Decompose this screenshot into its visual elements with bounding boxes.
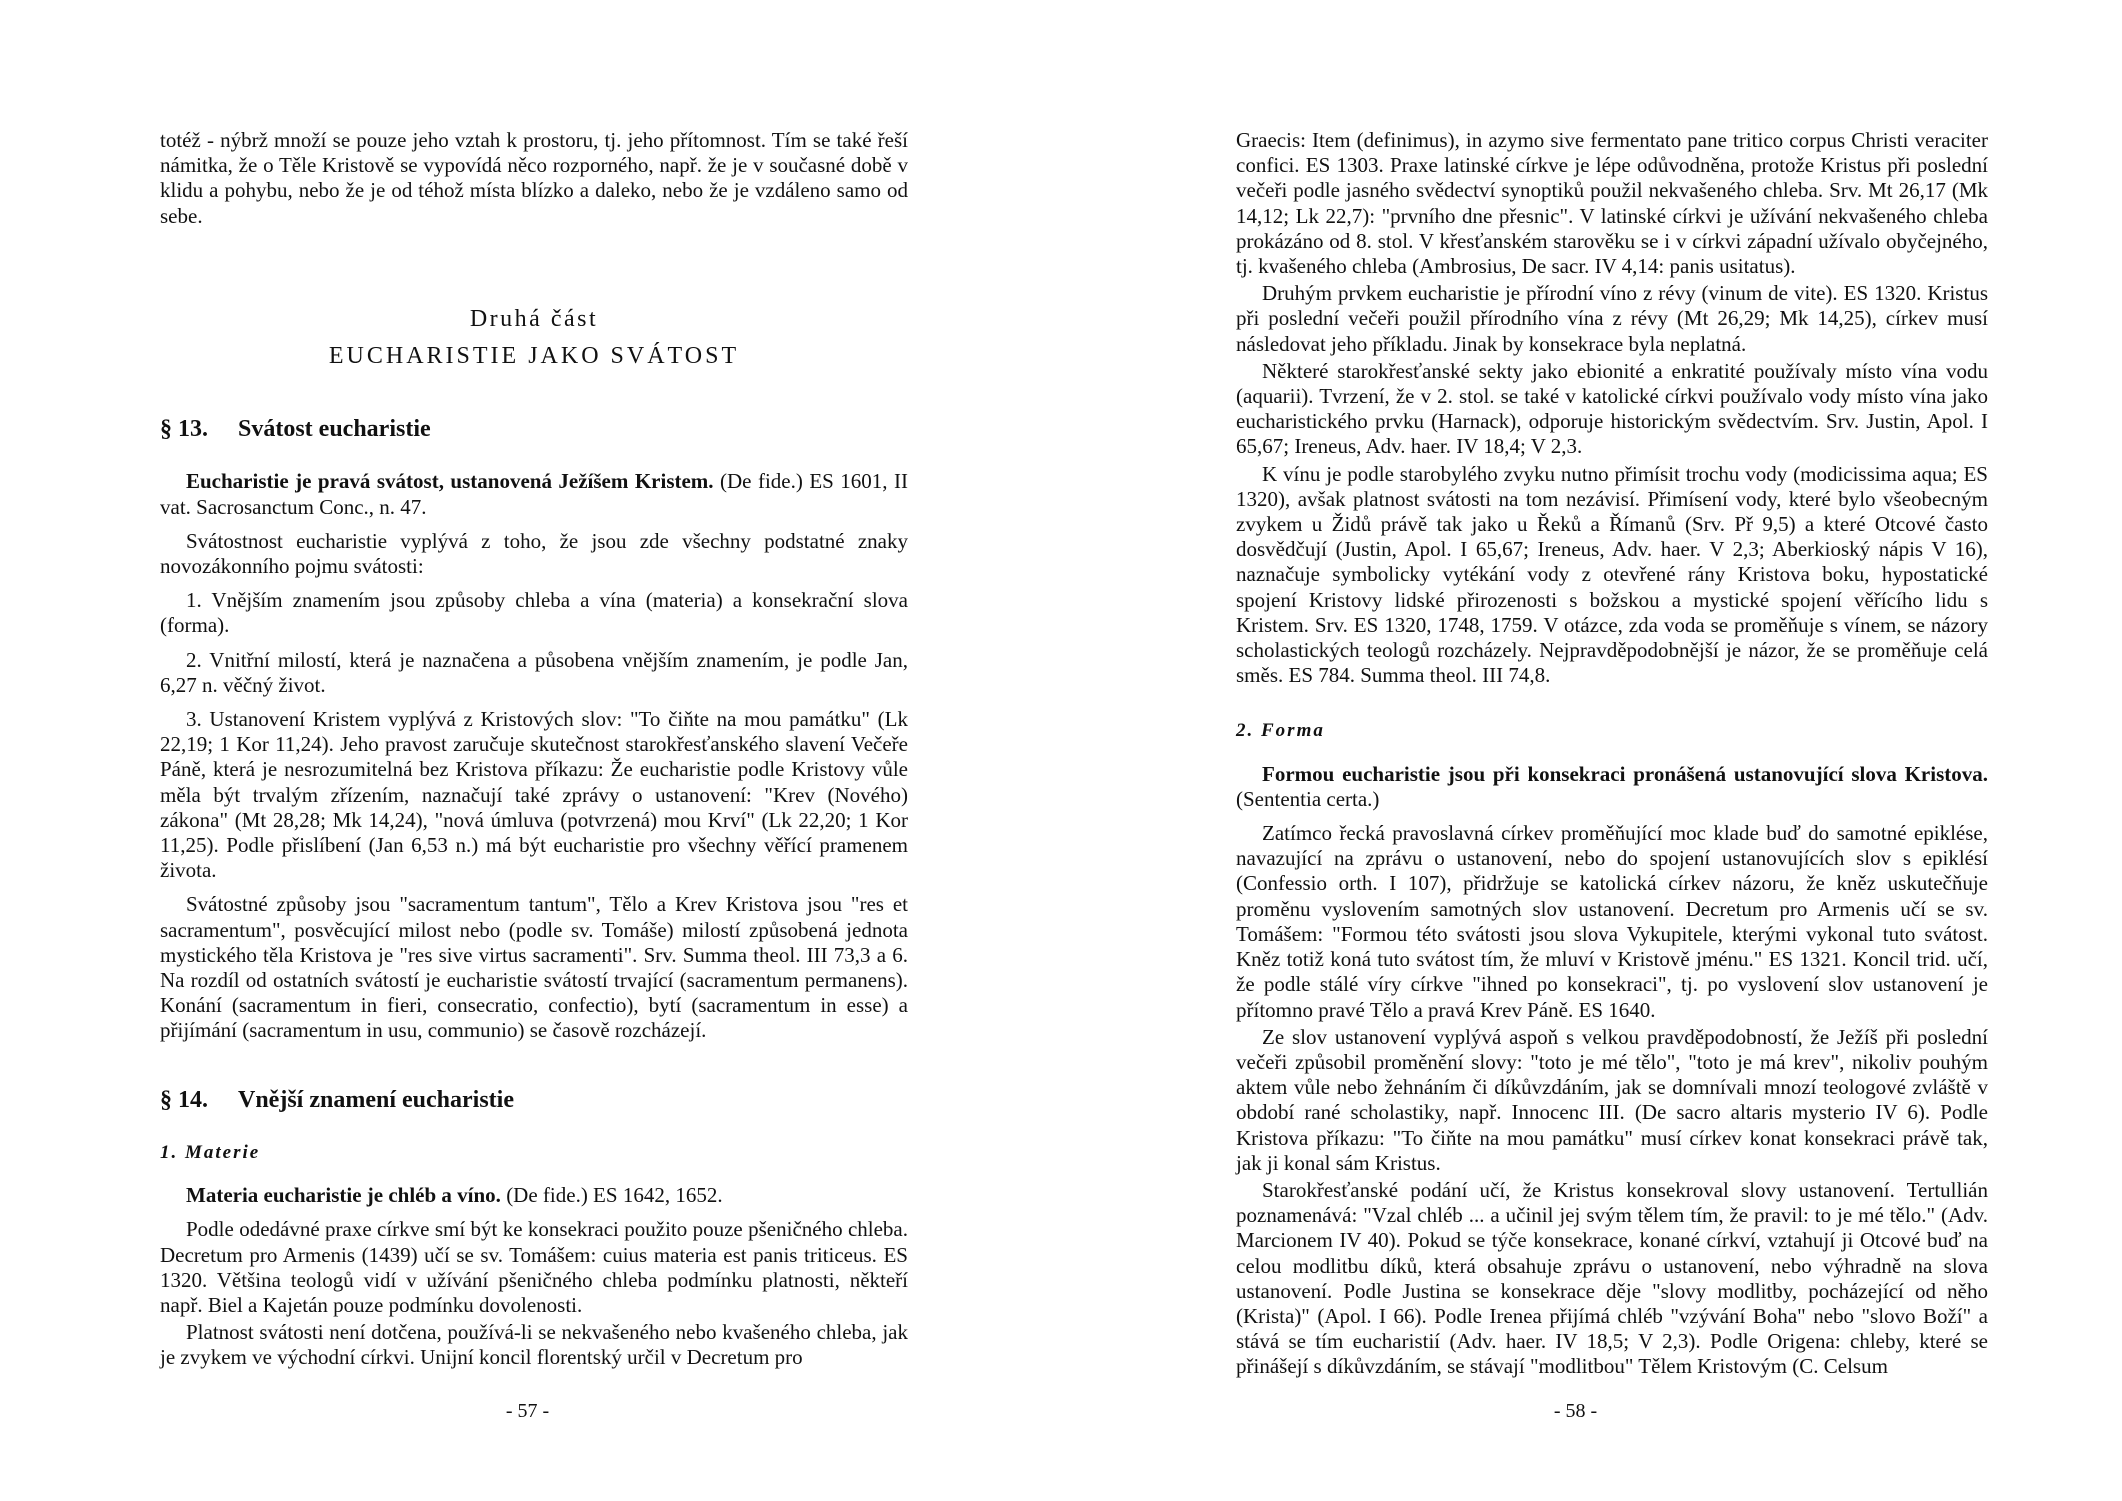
paragraph: Ze slov ustanovení vyplývá aspoň s velkou pravděpodobností, že Ježíš při poslední večeři způsobil proměnění slovy: "toto je mé tělo", "toto je má krev", nikoliv pouhým aktem vůle nebo žehnáním či díkůvzdáním, jak se domnívali mnozí teologové zvláště v období rané scholastiky, např. Innocenc III. (De sacro altaris mysterio IV 6). Podle Kristova příkazu: "To čiňte na mou památku" musí církev konat konsekraci právě tak, jak ji konal sám Kristus. — [1236, 1024, 1988, 1175]
section-heading-14 — [160, 1088, 908, 1113]
section-heading-13 — [160, 417, 908, 442]
section-title: Svátost eucharistie — [238, 416, 431, 443]
paragraph: Svátostné způsoby jsou "sacramentum tantum", Tělo a Krev Kristova jsou "res et sacramentum", posvěcující milost nebo (podle sv. Tomáše) milostí způsobená jednota mystického těla Kristova je "res sive virtus sacramenti". Srv. Summa theol. III 73,3 a 6. Na rozdíl od ostatních svátostí je eucharistie svátostí trvající (sacramentum permanens). Konání (sacramentum in fieri, consecratio, confectio), bytí (sacramentum in esse) a přijímání (sacramentum in usu, communio) se časově rozcházejí. — [160, 892, 908, 1043]
paragraph: Některé starokřesťanské sekty jako ebionité a enkratité používaly místo vína vodu (aquarii). Tvrzení, že v 2. stol. se také v katolické církvi používalo vody místo vína jako eucharistického prvku (Harnack), odporuje historickým svědectvím. Srv. Justin, Apol. I 65,67; Ireneus, Adv. haer. IV 18,4; V 2,3. — [1236, 358, 1988, 459]
section-number: § 13. — [160, 416, 208, 443]
paragraph: Zatímco řecká pravoslavná církev proměňující moc klade buď do samotné epiklése, navazující na zprávu o ustanovení, nebo do spojení ustanovujících slov s epiklésí (Confessio orth. I 107), přidržuje se katolická církev názoru, že kněz uskutečňuje proměnu vyslovením samotných slov ustanovení. Decretum pro Armenis učí se sv. Tomášem: "Formou této svátosti jsou slova Vykupitele, kterými vykonal tuto svátost. Kněz totiž koná tuto svátost tím, že mluví v Kristově jménu." ES 1321. Koncil trid. učí, že podle stálé víry církve "ihned po konsekraci", tj. po vyslovení slov ustanovení je přítomno pravé Tělo a pravá Krev Páně. ES 1640. — [1236, 821, 1988, 1022]
thesis-statement — [160, 1183, 908, 1208]
paragraph: Platnost svátosti není dotčena, používá-li se nekvašeného nebo kvašeného chleba, jak je zvykem ve východní církvi. Unijní koncil florentský určil v Decretum pro — [160, 1320, 908, 1370]
paragraph: K vínu je podle starobylého zvyku nutno přimísit trochu vody (modicissima aqua; ES 1320), avšak platnost svátosti na tom nezávisí. Přimísení vody, které bylo všeobecným zvykem u Židů právě tak jako u Řeků a Římanů (Srv. Př 9,5) a které Otcové často dosvědčují (Justin, Apol. I 65,67; Ireneus, Adv. haer. V 2,3; Aberkioský nápis V 16), naznačuje symbolicky vytékání vody z otevřené rány Kristova boku, hypostatické spojení Kristovy lidské přirozenosti s božskou a mystické spojení věřícího lidu s Kristem. Srv. ES 1320, 1748, 1759. V otázce, zda voda se proměňuje s vínem, se názory scholastických teologů rozcházely. Nejpravděpodobnější je názor, že se proměňuje celá směs. ES 784. Summa theol. III 74,8. — [1236, 461, 1988, 688]
list-item: 2. Vnitřní milostí, která je naznačena a působena vnějším znamením, je podle Jan, 6,27 n. věčný život. — [160, 647, 908, 697]
thesis-reference: (De fide.) ES 1642, 1652. — [500, 1183, 723, 1208]
subsection-heading: 1. Materie — [160, 1141, 261, 1163]
paragraph: Graecis: Item (definimus), in azymo sive fermentato pane tritico corpus Christi veraciter confici. ES 1303. Praxe latinské církve je lépe odůvodněna, protože Kristus při poslední večeři podle jasného svědectví synoptiků použil nekvašeného chleba. Srv. Mt 26,17 (Mk 14,12; Lk 22,7): "prvního dne přesnic". V latinské církvi je užívání nekvašeného chleba prokázáno od 8. stol. V křesťanském starověku se i v církvi západní užívalo obyčejného, tj. kvašeného chleba (Ambrosius, De sacr. IV 4,14: panis usitatus). — [1236, 128, 1988, 279]
list-item: 1. Vnějším znamením jsou způsoby chleba a vína (materia) a konsekrační slova (forma). — [160, 588, 908, 638]
paragraph: Druhým prvkem eucharistie je přírodní víno z révy (vinum de vite). ES 1320. Kristus při poslední večeři použil přírodního vína z révy (Mt 26,29; Mk 14,25), církev musí následovat jeho příkladu. Jinak by konsekrace byla neplatná. — [1236, 281, 1988, 356]
page-number: - 57 - — [505, 1400, 550, 1422]
left-text-column — [160, 128, 908, 1380]
thesis-bold: Formou eucharistie jsou při konsekraci pronášená ustanovující slova Kristova. — [1262, 761, 1988, 786]
thesis-reference: (De fide.) ES 1601, II vat. Sacrosanctum Conc., n. 47. — [160, 469, 908, 519]
paragraph: totéž - nýbrž množí se pouze jeho vztah k prostoru, tj. jeho přítomnost. Tím se také řeší námitka, že o Těle Kristově se vypovídá něco rozporného, např. že je v současné době v klidu a pohybu, nebo že je od téhož místa blízko a daleko, nebo že je vzdáleno samo od sebe. — [160, 128, 908, 228]
list-item: 3. Ustanovení Kristem vyplývá z Kristových slov: "To čiňte na mou památku" (Lk 22,19; 1 Kor 11,24). Jeho pravost zaručuje skutečnost starokřesťanského slavení Večeře Páně, která je nesrozumitelná bez Kristova příkazu: Že eucharistie podle Kristovy vůle měla být trvalým zřízením, naznačují také zprávy o ustanovení: "Krev (Nového) zákona" (Mt 28,28; Mk 14,24), "nová úmluva (potvrzená) mou Krví" (Lk 22,20; 1 Kor 11,25). Podle přislíbení (Jan 6,53 n.) má být eucharistie pro všechny věřící pramenem života. — [160, 707, 908, 883]
paragraph: Svátostnost eucharistie vyplývá z toho, že jsou zde všechny podstatné znaky novozákonního pojmu svátosti: — [160, 528, 908, 579]
part-title: Druhá část — [469, 305, 599, 332]
thesis-reference: (Sententia certa.) — [1236, 786, 1380, 811]
thesis-bold: Eucharistie je pravá svátost, ustanovená Ježíšem Kristem. — [186, 469, 714, 494]
part-subtitle: EUCHARISTIE JAKO SVÁTOST — [328, 343, 740, 370]
right-page — [1061, 0, 2122, 1501]
section-number: § 14. — [160, 1086, 208, 1113]
page-number: - 58 - — [1553, 1400, 1598, 1422]
thesis-bold: Materia eucharistie je chléb a víno. — [186, 1183, 501, 1208]
right-text-column — [1236, 128, 1988, 1389]
thesis-statement — [1236, 762, 1988, 812]
subsection-heading: 2. Forma — [1236, 720, 1325, 742]
paragraph: Podle odedávné praxe církve smí být ke konsekraci použito pouze pšeničného chleba. Decretum pro Armenis (1439) učí se sv. Tomášem: cuius materia est panis triticeus. ES 1320. Většina teologů vidí v užívání pšeničného chleba podmínku platnosti, někteří např. Biel a Kajetán pouze podmínku dovolenosti. — [160, 1217, 908, 1317]
thesis-statement — [160, 469, 908, 519]
section-title: Vnější znamení eucharistie — [238, 1086, 514, 1113]
paragraph: Starokřesťanské podání učí, že Kristus konsekroval slovy ustanovení. Tertullián poznamenává: "Vzal chléb ... a učinil jej svým tělem tím, že pravil: to je mé tělo." (Adv. Marcionem IV 40). Pokud se týče konsekrace, konané církví, vztahují ji Otcové buď na celou modlitbu díků, která obsahuje zprávu o ustanovení, nebo výhradně na slova ustanovení. Podle Justina se konsekrace děje "slovy modlitby, pocházející od něho (Krista)" (Apol. I 66). Podle Irenea přijímá chléb "vzývání Boha" nebo "slovo Boží" a stává se tím eucharistií (Adv. haer. IV 18,5; V 2,3). Podle Origena: chleby, které se přinášejí s díkůvzdáním, se stávají "modlitbou" Tělem Kristovým (C. Celsum — [1236, 1177, 1988, 1379]
